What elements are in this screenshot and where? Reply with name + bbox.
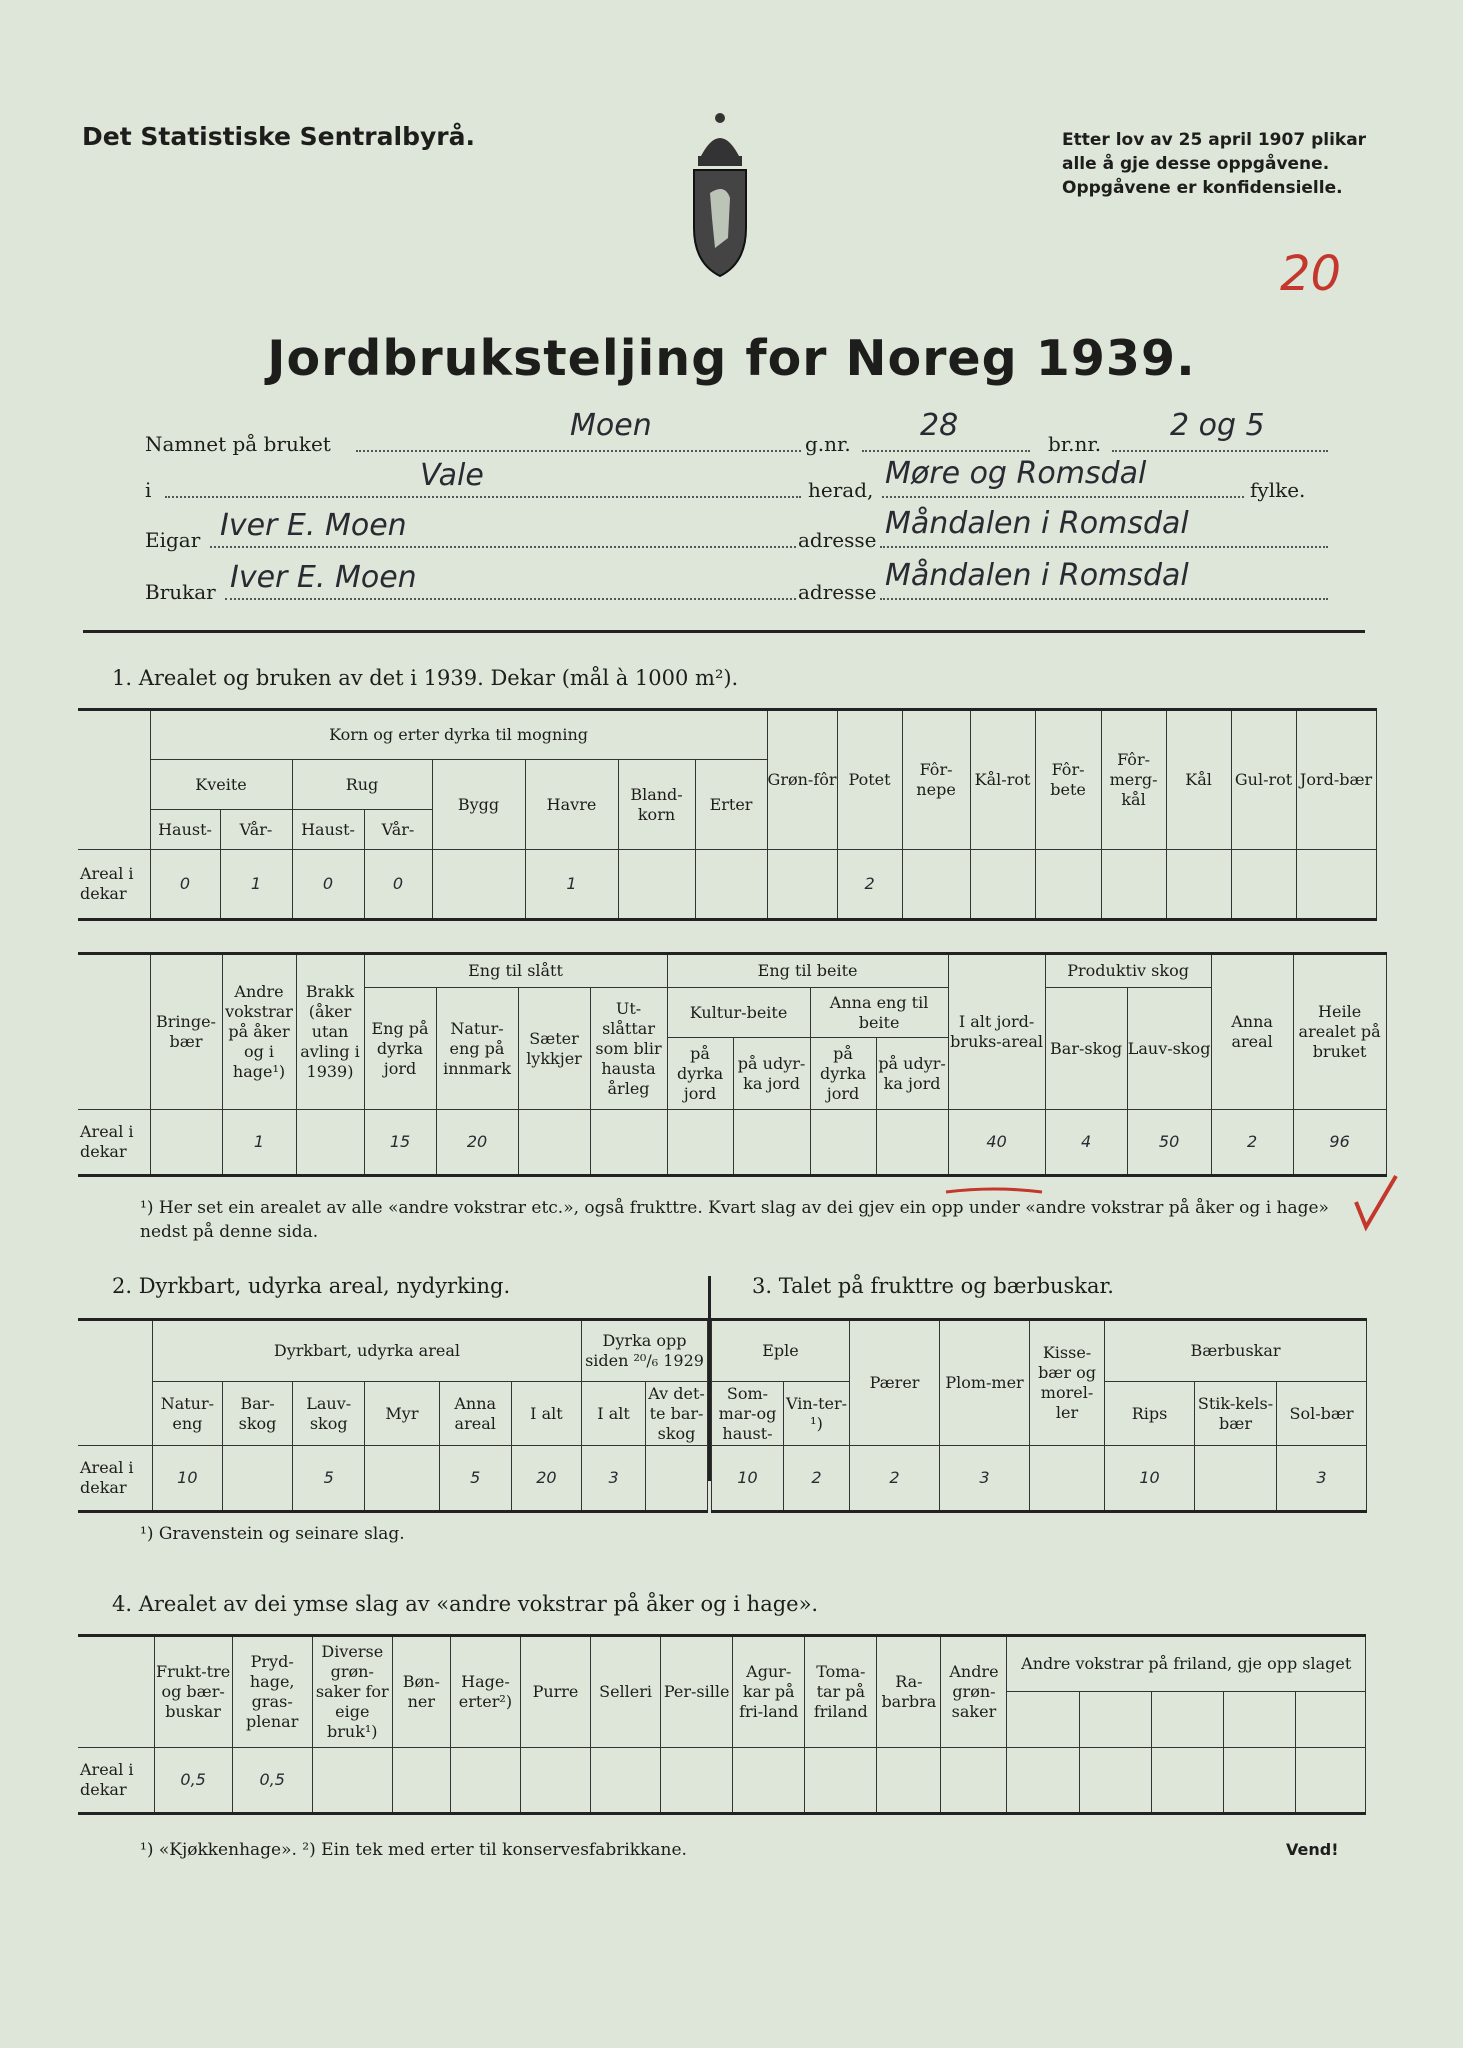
row-label-areal: Areal i dekar — [78, 850, 150, 920]
other-crops-value-row — [78, 1748, 1366, 1814]
col-anna-dyrka: på dyrka jord — [810, 1038, 876, 1110]
col-i-alt: I alt — [511, 1382, 581, 1446]
section1-footnote: ¹) Her set ein arealet av alle «andre vokstrar etc.», også frukttre. Kvart slag av dei gjev ein opp under «andre vokstrar på åker og i hage» nedst på denne sida. — [140, 1198, 1329, 1242]
col-gronfor: Grøn-fôr — [767, 710, 837, 850]
law-line-3: Oppgåvene er konfidensielle. — [1062, 178, 1343, 198]
col-i-alt-jordbruk: I alt jord-bruks-areal — [948, 954, 1045, 1110]
cell-value — [518, 1110, 590, 1176]
col-solbaer: Sol-bær — [1277, 1382, 1367, 1446]
owner-label: Eigar — [145, 528, 201, 552]
col-gulrot: Gul-rot — [1231, 710, 1296, 850]
col-blandkorn: Bland-korn — [618, 760, 695, 850]
col-stikkelsbaer: Stik-kels-bær — [1195, 1382, 1277, 1446]
cell-value: 40 — [948, 1110, 1045, 1176]
user-address-value: Måndalen i Romsdal — [885, 558, 1189, 593]
col-frukttre: Frukt-tre og bær-buskar — [154, 1636, 232, 1748]
municipality-line — [165, 496, 801, 498]
col-andre-vokstrar: Andre vokstrar på åker og i hage¹) — [222, 954, 296, 1110]
col-bringebaer: Bringe-bær — [150, 954, 222, 1110]
cell-value: 50 — [1127, 1110, 1211, 1176]
law-notice — [1062, 128, 1382, 200]
col-rips: Rips — [1105, 1382, 1195, 1446]
col-persille: Per-sille — [661, 1636, 733, 1748]
col-anna-areal: Anna areal — [1211, 954, 1293, 1110]
blank-slot — [1151, 1692, 1223, 1748]
col-jordbaer: Jord-bær — [1296, 710, 1376, 850]
farm-name-line — [356, 450, 801, 452]
col-sommar-eple: Som-mar-og haust- — [712, 1382, 784, 1446]
col-kultur-udyrka: på udyr-ka jord — [733, 1038, 810, 1110]
cell-value — [432, 850, 525, 920]
cell-value: 1 — [220, 850, 292, 920]
cell-value — [1035, 850, 1101, 920]
cell-value: 10 — [712, 1446, 784, 1512]
section4-footnote: ¹) «Kjøkkenhage». ²) Ein tek med erter til konservesfabrikkane. — [140, 1840, 687, 1860]
gnr-line — [862, 450, 1030, 452]
cell-value: 5 — [439, 1446, 511, 1512]
cell-value — [733, 1110, 810, 1176]
cell-value — [296, 1110, 364, 1176]
brnr-value: 2 og 5 — [1170, 408, 1265, 443]
col-rug: Rug — [292, 760, 432, 810]
col-agurkar: Agur-kar på fri-land — [733, 1636, 805, 1748]
land-use-table — [78, 952, 1387, 1177]
cleared-since-header: Dyrka opp siden ²⁰/₆ 1929 — [582, 1320, 708, 1382]
cell-value — [150, 1110, 222, 1176]
col-hageerter: Hage-erter²) — [450, 1636, 520, 1748]
cell-value — [876, 1110, 948, 1176]
col-dyrka-i-alt: I alt — [582, 1382, 646, 1446]
user-address-label: adresse — [798, 580, 877, 604]
cell-value: 10 — [152, 1446, 222, 1512]
col-formergkal: Fôr-merg-kål — [1101, 710, 1166, 850]
cell-value: 0,5 — [154, 1748, 232, 1814]
col-anna-areal: Anna areal — [439, 1382, 511, 1446]
col-kulturbeite: Kultur-beite — [667, 988, 810, 1038]
owner-address-label: adresse — [798, 528, 877, 552]
fruit-trees-table — [711, 1318, 1367, 1513]
cultivable-area-table — [78, 1318, 708, 1513]
col-forbete: Fôr-bete — [1035, 710, 1101, 850]
municipality-label: i — [145, 478, 152, 502]
owner-address-line — [880, 546, 1328, 548]
cell-value: 2 — [837, 850, 902, 920]
cell-value: 96 — [1293, 1110, 1386, 1176]
col-lauvskog: Lauv-skog — [1127, 988, 1211, 1110]
cell-value — [590, 1110, 667, 1176]
berry-bushes-header: Bærbuskar — [1105, 1320, 1367, 1382]
cell-value — [1166, 850, 1231, 920]
col-selleri: Selleri — [591, 1636, 661, 1748]
cell-value — [646, 1446, 708, 1512]
cell-value — [970, 850, 1035, 920]
col-rug-haust: Haust- — [292, 810, 364, 850]
col-rug-vaar: Vår- — [364, 810, 432, 850]
col-utslattar: Ut-slåttar som blir hausta årleg — [590, 988, 667, 1110]
col-anna-udyrka: på udyr-ka jord — [876, 1038, 948, 1110]
col-tomatar: Toma-tar på friland — [805, 1636, 877, 1748]
red-check-mark — [1352, 1172, 1402, 1232]
law-line-1: Etter lov av 25 april 1907 plikar — [1062, 130, 1367, 150]
cell-value: 4 — [1045, 1110, 1127, 1176]
cell-value: 3 — [582, 1446, 646, 1512]
apple-header: Eple — [712, 1320, 850, 1382]
col-bygg: Bygg — [432, 760, 525, 850]
col-eng-dyrka: Eng på dyrka jord — [364, 988, 436, 1110]
col-av-dette-barskog: Av det-te bar-skog — [646, 1382, 708, 1446]
user-line — [225, 598, 796, 600]
cell-value: 20 — [436, 1110, 518, 1176]
col-naturleng: Natur-eng — [152, 1382, 222, 1446]
fylke-label: fylke. — [1250, 478, 1306, 502]
meadow-mowing-header: Eng til slått — [364, 954, 667, 988]
red-underline-mark — [944, 1186, 1044, 1198]
col-lauvskog: Lauv-skog — [293, 1382, 365, 1446]
cell-value — [1030, 1446, 1105, 1512]
col-brakk: Brakk (åker utan avling i 1939) — [296, 954, 364, 1110]
col-heile-arealet: Heile arealet på bruket — [1293, 954, 1386, 1110]
cell-value: 20 — [511, 1446, 581, 1512]
cell-value: 10 — [1105, 1446, 1195, 1512]
col-havre: Havre — [525, 760, 618, 850]
farm-name-value: Moen — [570, 408, 652, 443]
bureau-name: Det Statistiske Sentralbyrå. — [82, 122, 475, 151]
form-title: Jordbruksteljing for Noreg 1939. — [267, 330, 1196, 387]
col-kalrot: Kål-rot — [970, 710, 1035, 850]
col-potet: Potet — [837, 710, 902, 850]
col-kveite-vaar: Vår- — [220, 810, 292, 850]
row-label-areal: Areal i dekar — [78, 1110, 150, 1176]
col-anna-eng: Anna eng til beite — [810, 988, 948, 1038]
cell-value: 3 — [1277, 1446, 1367, 1512]
farm-name-label: Namnet på bruket — [145, 432, 331, 456]
section2-heading: 2. Dyrkbart, udyrka areal, nydyrking. — [112, 1274, 511, 1298]
gnr-value: 28 — [920, 408, 959, 443]
col-andre-gronsaker: Andre grøn-saker — [941, 1636, 1007, 1748]
grain-group-header: Korn og erter dyrka til mogning — [150, 710, 767, 760]
col-purre: Purre — [520, 1636, 590, 1748]
crops-table — [78, 708, 1377, 921]
coat-of-arms-icon — [670, 98, 770, 278]
cell-value: 0 — [364, 850, 432, 920]
col-barskog: Bar-skog — [222, 1382, 292, 1446]
herad-line — [882, 496, 1244, 498]
cell-value: 2 — [784, 1446, 850, 1512]
cultivable-group-header: Dyrkbart, udyrka areal — [152, 1320, 581, 1382]
gnr-label: g.nr. — [805, 432, 851, 456]
cell-value — [1195, 1446, 1277, 1512]
col-fornepe: Fôr-nepe — [902, 710, 970, 850]
turn-over-note: Vend! — [1286, 1840, 1339, 1859]
cell-value: 0 — [150, 850, 220, 920]
blank-slot — [1079, 1692, 1151, 1748]
other-outdoor-header: Andre vokstrar på friland, gje opp slaget — [1007, 1636, 1366, 1692]
col-vinter-eple: Vin-ter-¹) — [784, 1382, 850, 1446]
herad-label: herad, — [808, 478, 874, 502]
cell-value — [667, 1110, 733, 1176]
cell-value — [1101, 850, 1166, 920]
col-rabarbra: Ra-barbra — [877, 1636, 941, 1748]
col-plommer: Plom-mer — [940, 1320, 1030, 1446]
owner-line — [210, 546, 796, 548]
section-divider — [83, 630, 1365, 633]
fruit-value-row — [712, 1446, 1367, 1512]
brnr-label: br.nr. — [1048, 432, 1102, 456]
col-saeter: Sæter lykkjer — [518, 988, 590, 1110]
cell-value: 15 — [364, 1110, 436, 1176]
cell-value: 0,5 — [232, 1748, 312, 1814]
cell-value: 2 — [850, 1446, 940, 1512]
crops-value-row — [78, 850, 1376, 920]
blank-slot — [1223, 1692, 1295, 1748]
cell-value — [767, 850, 837, 920]
col-naturleng: Natur-eng på innmark — [436, 988, 518, 1110]
cell-value — [902, 850, 970, 920]
cell-value: 1 — [525, 850, 618, 920]
blank-slot — [1295, 1692, 1365, 1748]
owner-value: Iver E. Moen — [220, 508, 407, 543]
row-label-areal: Areal i dekar — [78, 1748, 154, 1814]
municipality-value: Vale — [420, 458, 484, 493]
col-kveite: Kveite — [150, 760, 292, 810]
cell-value — [695, 850, 767, 920]
cell-value — [1231, 850, 1296, 920]
page-number: 20 — [1280, 246, 1342, 302]
cell-value — [810, 1110, 876, 1176]
section2-footnote: ¹) Gravenstein og seinare slag. — [140, 1524, 405, 1544]
col-kissebaer: Kisse-bær og morel-ler — [1030, 1320, 1105, 1446]
blank-slot — [1007, 1692, 1079, 1748]
owner-address-value: Måndalen i Romsdal — [885, 506, 1189, 541]
cell-value: 2 — [1211, 1110, 1293, 1176]
col-erter: Erter — [695, 760, 767, 850]
productive-forest-header: Produktiv skog — [1045, 954, 1211, 988]
law-line-2: alle å gje desse oppgåvene. — [1062, 154, 1330, 174]
section4-heading: 4. Arealet av dei ymse slag av «andre vokstrar på åker og i hage». — [112, 1592, 819, 1616]
col-barskog: Bar-skog — [1045, 988, 1127, 1110]
col-paerer: Pærer — [850, 1320, 940, 1446]
cell-value: 0 — [292, 850, 364, 920]
user-value: Iver E. Moen — [230, 560, 417, 595]
cell-value — [222, 1446, 292, 1512]
col-kveite-haust: Haust- — [150, 810, 220, 850]
cell-value: 3 — [940, 1446, 1030, 1512]
section3-heading: 3. Talet på frukttre og bærbuskar. — [752, 1274, 1114, 1298]
col-diverse: Diverse grøn-saker for eige bruk¹) — [312, 1636, 392, 1748]
user-address-line — [880, 598, 1328, 600]
cell-value: 5 — [293, 1446, 365, 1512]
cell-value — [618, 850, 695, 920]
col-myr: Myr — [365, 1382, 439, 1446]
cultivable-value-row — [78, 1446, 708, 1512]
col-kal: Kål — [1166, 710, 1231, 850]
other-crops-table — [78, 1634, 1366, 1815]
col-kultur-dyrka: på dyrka jord — [667, 1038, 733, 1110]
land-use-value-row — [78, 1110, 1386, 1176]
cell-value: 1 — [222, 1110, 296, 1176]
county-value: Møre og Romsdal — [885, 456, 1147, 491]
user-label: Brukar — [145, 580, 216, 604]
cell-value — [365, 1446, 439, 1512]
cell-value — [1296, 850, 1376, 920]
meadow-grazing-header: Eng til beite — [667, 954, 948, 988]
section1-heading: 1. Arealet og bruken av det i 1939. Dekar (mål à 1000 m²). — [112, 666, 739, 690]
col-bonner: Bøn-ner — [392, 1636, 450, 1748]
row-label-areal: Areal i dekar — [78, 1446, 152, 1512]
brnr-line — [1112, 450, 1328, 452]
col-prydhage: Pryd-hage, gras-plenar — [232, 1636, 312, 1748]
